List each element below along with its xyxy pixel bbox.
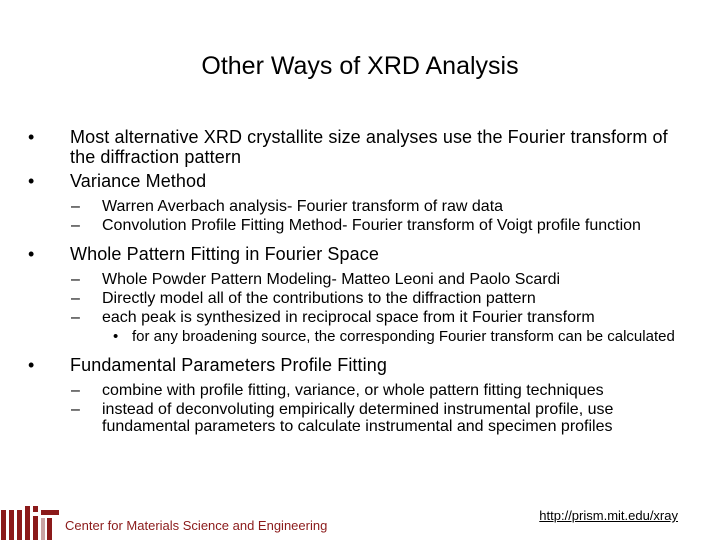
dash-marker: –: [71, 271, 80, 288]
bullet-marker: •: [28, 171, 35, 191]
bullet-item: [28, 127, 698, 167]
sub-bullet-item: [28, 309, 698, 326]
sub-bullet-text: each peak is synthesized in reciprocal space from it Fourier transform: [102, 309, 595, 326]
bullet-item: [28, 355, 698, 375]
sub-bullet-item: [28, 217, 698, 234]
sub-bullet-item: [28, 198, 698, 215]
sub-bullet-item: [28, 271, 698, 288]
dash-marker: –: [71, 401, 80, 418]
bullet-item: [28, 244, 698, 264]
bullet-marker: •: [28, 244, 35, 264]
organization-label: Center for Materials Science and Engineering: [65, 518, 328, 533]
website-link[interactable]: http://prism.mit.edu/xray: [539, 508, 678, 523]
bullet-marker: •: [113, 328, 119, 345]
dash-marker: –: [71, 382, 80, 399]
bullet-text: Fundamental Parameters Profile Fitting: [70, 355, 387, 375]
bullet-marker: •: [28, 355, 35, 375]
sub-bullet-text: combine with profile fitting, variance, or whole pattern fitting techniques: [102, 382, 604, 399]
dash-marker: –: [71, 217, 80, 234]
sub-bullet-item: [28, 290, 698, 307]
bullet-marker: •: [28, 127, 35, 147]
bullet-list: [28, 127, 698, 435]
bullet-item: [28, 171, 698, 191]
bullet-text: Variance Method: [70, 171, 207, 191]
sub-bullet-text: instead of deconvoluting empirically determined instrumental profile, use fundamental parameters to calculate instrumental and specimen profiles: [102, 401, 614, 435]
sub-sub-bullet-text: for any broadening source, the corresponding Fourier transform can be calculated: [132, 328, 675, 345]
dash-marker: –: [71, 290, 80, 307]
sub-sub-bullet-item: [28, 329, 698, 345]
sub-bullet-item: [28, 401, 698, 435]
bullet-text: Whole Pattern Fitting in Fourier Space: [70, 244, 379, 264]
sub-bullet-text: Warren Averbach analysis- Fourier transform of raw data: [102, 198, 504, 215]
sub-bullet-text: Convolution Profile Fitting Method- Fourier transform of Voigt profile function: [102, 217, 641, 234]
slide-title: Other Ways of XRD Analysis: [201, 52, 519, 80]
sub-bullet-item: [28, 382, 698, 399]
sub-bullet-text: Whole Powder Pattern Modeling- Matteo Leoni and Paolo Scardi: [102, 271, 561, 288]
dash-marker: –: [71, 198, 80, 215]
mit-logo-icon: [1, 506, 61, 540]
sub-bullet-text: Directly model all of the contributions to the diffraction pattern: [102, 290, 536, 307]
bullet-text: Most alternative XRD crystallite size analyses use the Fourier transform of the diffraction pattern: [70, 127, 668, 167]
dash-marker: –: [71, 309, 80, 326]
